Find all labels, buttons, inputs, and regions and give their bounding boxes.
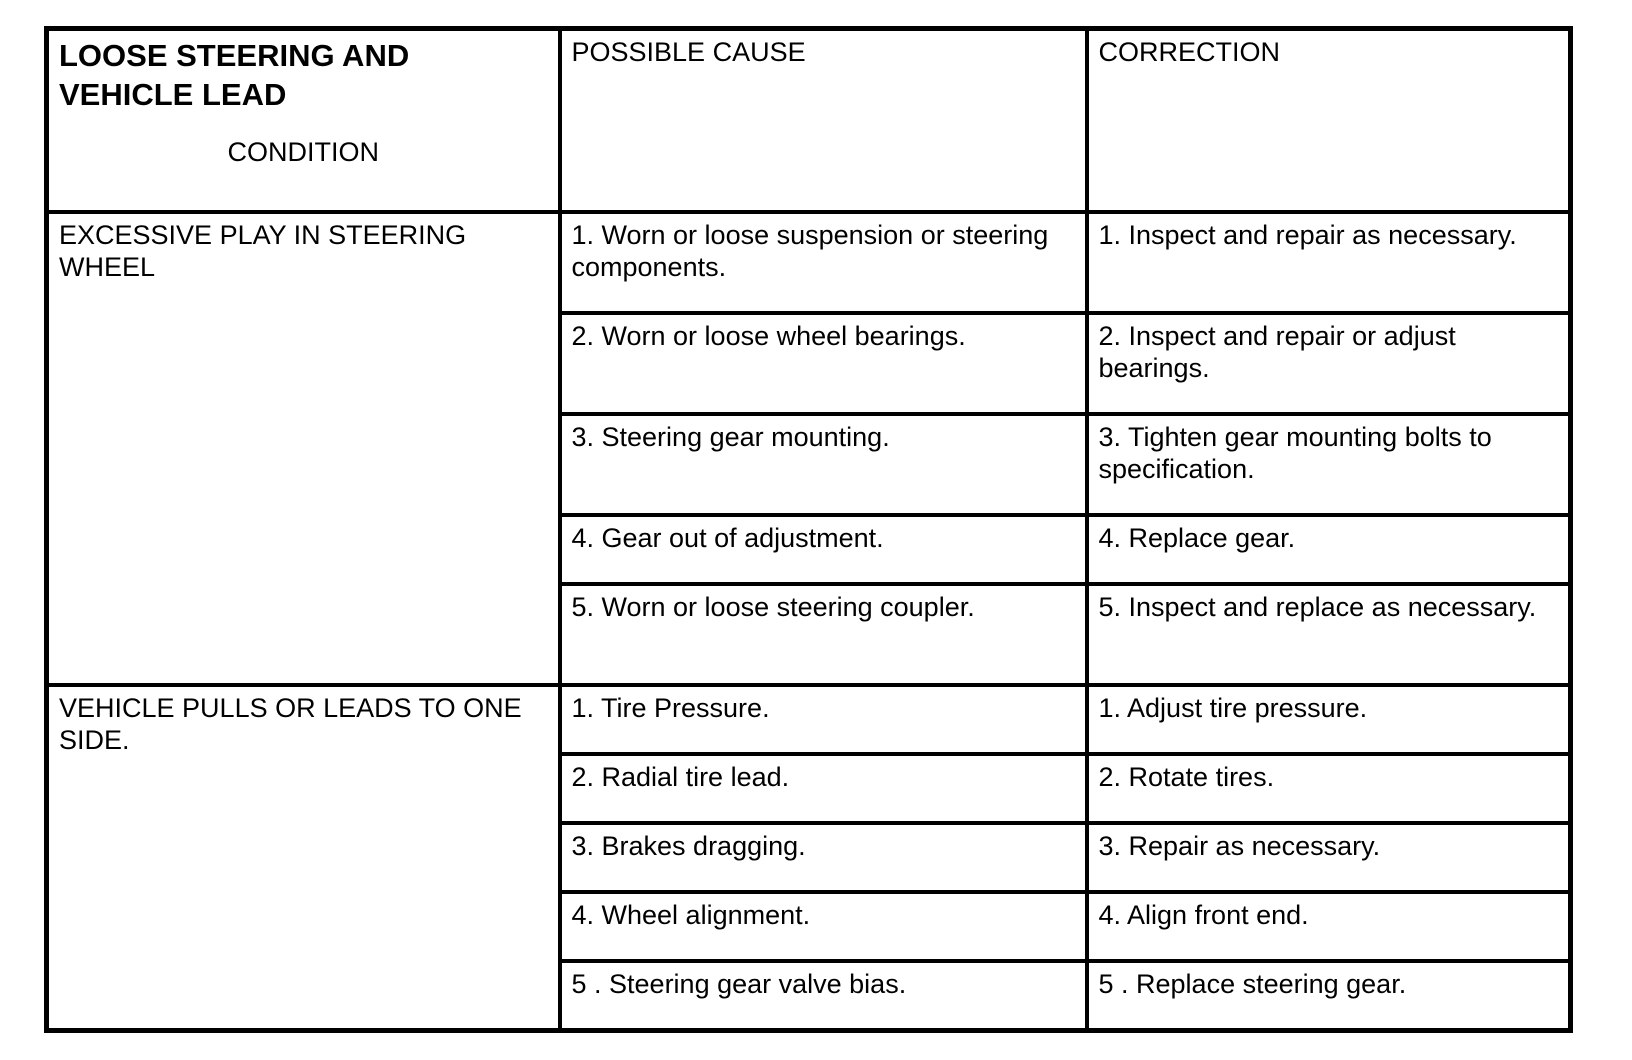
cause-cell: 4. Wheel alignment. bbox=[560, 892, 1087, 961]
correction-cell: 3. Repair as necessary. bbox=[1087, 823, 1571, 892]
condition-header: CONDITION bbox=[227, 137, 379, 167]
correction-cell: 4. Align front end. bbox=[1087, 892, 1571, 961]
correction-cell: 2. Inspect and repair or adjust bearings. bbox=[1087, 313, 1571, 414]
table-title-line-2: VEHICLE LEAD bbox=[59, 77, 287, 112]
table-row bbox=[47, 685, 1571, 754]
cause-cell: 3. Brakes dragging. bbox=[560, 823, 1087, 892]
cause-cell: 2. Worn or loose wheel bearings. bbox=[560, 313, 1087, 414]
cause-cell: 1. Worn or loose suspension or steering components. bbox=[560, 212, 1087, 313]
possible-cause-header: POSSIBLE CAUSE bbox=[560, 29, 1087, 213]
condition-cell-vehicle-pulls: VEHICLE PULLS OR LEADS TO ONE SIDE. bbox=[47, 685, 560, 1031]
correction-cell: 1. Inspect and repair as necessary. bbox=[1087, 212, 1571, 313]
correction-cell: 3. Tighten gear mounting bolts to specification. bbox=[1087, 414, 1571, 515]
table-row bbox=[47, 212, 1571, 313]
condition-header-cell bbox=[47, 29, 560, 213]
cause-cell: 1. Tire Pressure. bbox=[560, 685, 1087, 754]
cause-cell: 2. Radial tire lead. bbox=[560, 754, 1087, 823]
cause-cell: 3. Steering gear mounting. bbox=[560, 414, 1087, 515]
cause-cell: 4. Gear out of adjustment. bbox=[560, 515, 1087, 584]
correction-cell: 2. Rotate tires. bbox=[1087, 754, 1571, 823]
condition-cell-excessive-play: EXCESSIVE PLAY IN STEERING WHEEL bbox=[47, 212, 560, 685]
header-row bbox=[47, 29, 1571, 213]
correction-cell: 1. Adjust tire pressure. bbox=[1087, 685, 1571, 754]
diagnosis-table bbox=[44, 26, 1573, 1033]
correction-cell: 5. Inspect and replace as necessary. bbox=[1087, 584, 1571, 685]
correction-cell: 5 . Replace steering gear. bbox=[1087, 961, 1571, 1031]
correction-header: CORRECTION bbox=[1087, 29, 1571, 213]
table-title-line-1: LOOSE STEERING AND bbox=[59, 38, 410, 73]
cause-cell: 5 . Steering gear valve bias. bbox=[560, 961, 1087, 1031]
correction-cell: 4. Replace gear. bbox=[1087, 515, 1571, 584]
cause-cell: 5. Worn or loose steering coupler. bbox=[560, 584, 1087, 685]
